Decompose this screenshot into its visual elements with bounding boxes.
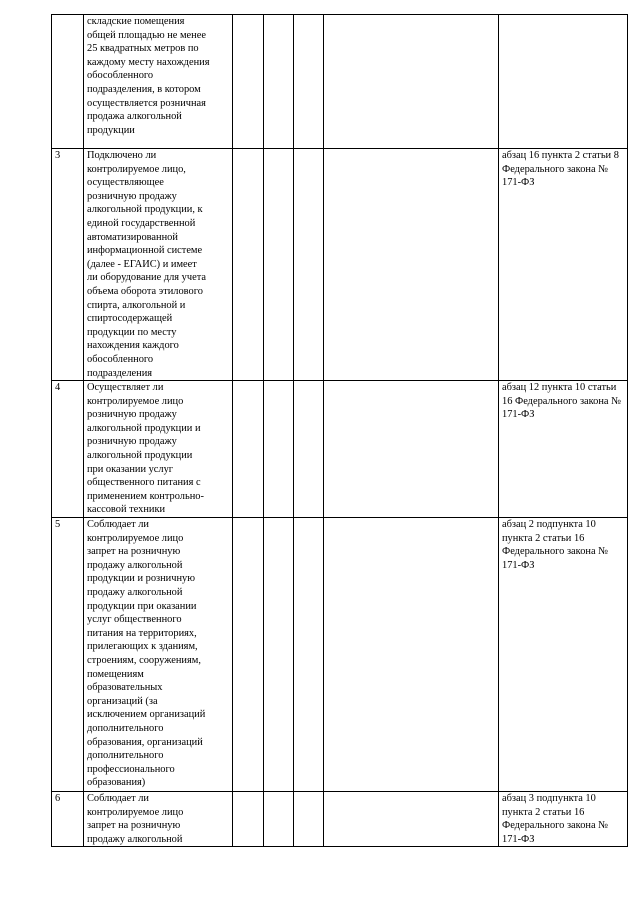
question-text-line: питания на территориях, [87,627,197,639]
legal-reference-line: пункта 2 статьи 16 [502,806,585,818]
question-text-line: образовательных [87,682,163,694]
answer-no-cell[interactable] [264,149,294,381]
question-text-line: Соблюдает ли [87,519,149,531]
row-number-cell [52,381,84,518]
answer-no-cell[interactable] [264,15,294,149]
legal-reference-line: абзац 3 подпункта 10 [502,793,596,805]
legal-reference-cell [499,381,628,518]
legal-reference-cell [499,518,628,792]
question-text-line: розничную продажу [87,190,177,202]
question-text-line: строениям, сооружениям, [87,655,201,667]
question-text-line: продукции и розничную [87,573,195,585]
legal-reference-line: 171-ФЗ [502,177,535,189]
question-text-line: осуществляющее [87,177,164,189]
row-number-cell [52,15,84,149]
question-text-line: нахождения каждого [87,340,179,352]
question-text-line: алкогольной продукции, к [87,204,203,216]
notes-cell[interactable] [324,149,499,381]
question-text-line: кассовой техники [87,504,166,516]
question-text-line: автоматизированной [87,231,178,243]
checklist-table [51,14,628,847]
legal-reference-line: 16 Федерального закона № [502,395,622,407]
question-text-line: алкогольной продукции [87,450,193,462]
answer-no-cell[interactable] [264,381,294,518]
legal-reference-line: Федерального закона № [502,546,609,558]
question-cell [84,518,233,792]
answer-yes-cell[interactable] [233,518,264,792]
table-row [52,149,628,381]
answer-yes-cell[interactable] [233,149,264,381]
question-text-line: контролируемое лицо [87,532,184,544]
question-text-line: прилегающих к зданиям, [87,641,198,653]
legal-reference-cell [499,15,628,149]
question-text-line: (далее - ЕГАИС) и имеет [87,258,197,270]
question-text-line: алкогольной продукции и [87,422,201,434]
question-text-line: контролируемое лицо, [87,163,186,175]
row-number: 6 [55,793,61,805]
row-number: 4 [55,382,61,394]
question-text-line: применением контрольно- [87,490,204,502]
question-text-line: продукции [87,124,135,136]
question-text-line: обособленного [87,353,154,365]
question-text-line: продажу алкогольной [87,587,183,599]
question-text-line: контролируемое лицо [87,395,184,407]
legal-reference-line: абзац 16 пункта 2 статьи 8 [502,150,619,161]
question-text-line: продажа алкогольной [87,111,182,123]
legal-reference-line: 171-ФЗ [502,559,535,571]
question-text-line: осуществляется розничная [87,97,206,109]
question-text-line: общей площадью не менее [87,29,206,41]
question-text-line: информационной системе [87,245,203,257]
question-cell [84,149,233,381]
question-text-line: ли оборудование для учета [87,272,206,284]
notes-cell[interactable] [324,518,499,792]
question-text-line: дополнительного [87,750,164,762]
legal-reference-line: Федерального закона № [502,820,609,832]
question-text-line: запрет на розничную [87,820,181,832]
legal-reference-line: 171-ФЗ [502,409,535,421]
answer-na-cell[interactable] [294,792,324,847]
question-text-line: Подключено ли [87,150,157,161]
answer-yes-cell[interactable] [233,792,264,847]
answer-na-cell[interactable] [294,149,324,381]
legal-reference-line: абзац 2 подпункта 10 [502,519,596,531]
question-text-line: продажу алкогольной [87,833,183,845]
question-text-line: розничную продажу [87,436,177,448]
question-text-line: запрет на розничную [87,546,181,558]
row-number-cell [52,518,84,792]
answer-yes-cell[interactable] [233,15,264,149]
question-text-line: 25 квадратных метров по [87,43,199,55]
question-text-line: Осуществляет ли [87,382,164,394]
question-text-line: спирта, алкогольной и [87,299,186,311]
notes-cell[interactable] [324,15,499,149]
legal-reference-line: пункта 2 статьи 16 [502,532,585,544]
question-text-line: контролируемое лицо [87,806,184,818]
question-text-line: организаций (за [87,695,158,707]
legal-reference-cell [499,149,628,381]
row-number: 3 [55,150,61,161]
question-text-line: услуг общественного [87,614,182,626]
question-text-line: дополнительного [87,723,164,734]
question-cell [84,381,233,518]
question-text-line: исключением организаций [87,709,206,721]
table-row [52,518,628,792]
question-text-line: Соблюдает ли [87,793,149,805]
notes-cell[interactable] [324,792,499,847]
row-number-cell [52,149,84,381]
answer-na-cell[interactable] [294,518,324,792]
question-text-line: помещениям [87,668,144,680]
legal-reference-line: абзац 12 пункта 10 статьи [502,382,617,394]
question-text-line: подразделения, в котором [87,83,201,95]
question-text-line: спиртосодержащей [87,313,173,325]
question-text-line: подразделения [87,367,153,379]
question-text-line: образования) [87,777,146,789]
row-number: 5 [55,519,61,531]
table-body [52,15,628,847]
legal-reference-line: 171-ФЗ [502,833,535,845]
question-text-line: единой государственной [87,217,196,229]
question-cell [84,15,233,149]
question-text-line: розничную продажу [87,409,177,421]
answer-no-cell[interactable] [264,792,294,847]
legal-reference-cell [499,792,628,847]
question-text-line: продукции при оказании [87,600,197,612]
table-row [52,15,628,149]
question-text-line: складские помещения [87,16,185,27]
answer-yes-cell[interactable] [233,381,264,518]
table-row [52,381,628,518]
legal-reference-line: Федерального закона № [502,163,609,175]
question-text-line: при оказании услуг [87,463,174,475]
answer-na-cell[interactable] [294,15,324,149]
question-text-line: продукции по месту [87,326,177,338]
question-text-line: обособленного [87,70,154,82]
question-text-line: объема оборота этилового [87,285,203,297]
answer-no-cell[interactable] [264,518,294,792]
question-text-line: профессионального [87,763,175,775]
question-cell [84,792,233,847]
question-text-line: каждому месту нахождения [87,56,210,68]
question-text-line: продажу алкогольной [87,559,183,571]
table-row [52,792,628,847]
row-number-cell [52,792,84,847]
question-text-line: общественного питания с [87,477,201,489]
question-text-line: образования, организаций [87,736,203,748]
notes-cell[interactable] [324,381,499,518]
answer-na-cell[interactable] [294,381,324,518]
